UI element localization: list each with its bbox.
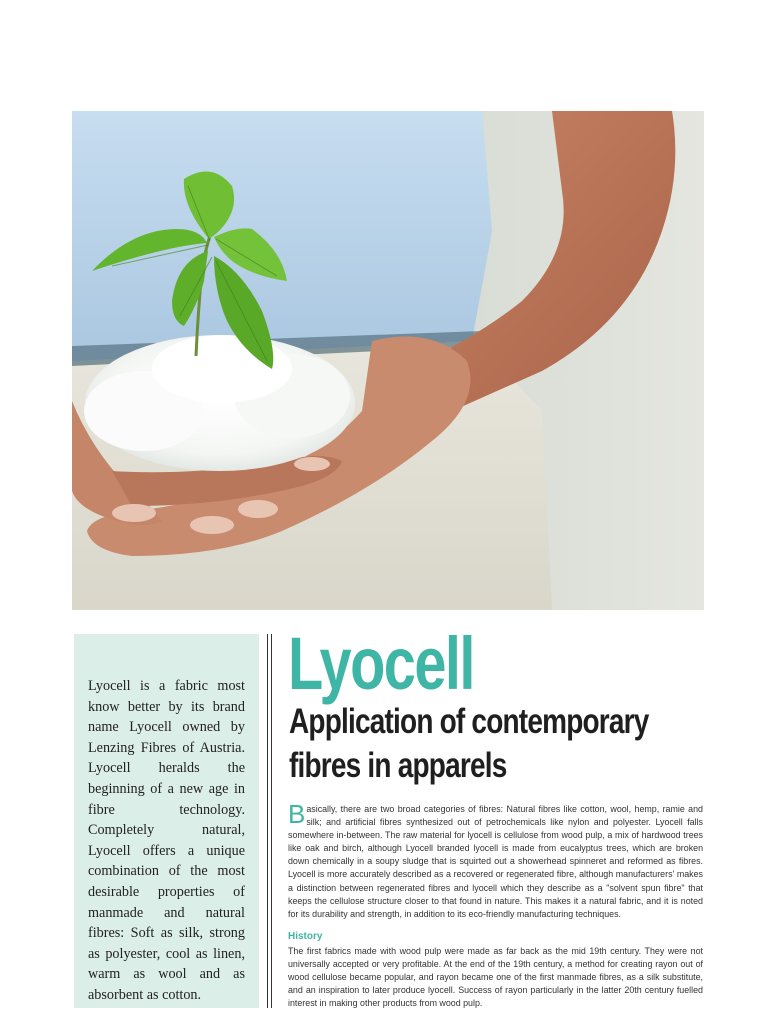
column-divider-right — [271, 634, 272, 1008]
hands-holding-seedling-image — [72, 111, 704, 610]
intro-paragraph — [288, 799, 703, 921]
history-paragraph: The first fabrics made with wood pulp were made as far back as the mid 19th century. They were not universally accepted or very profitable. At the end of the 19th century, a method for creating rayon out of wood cellulose became popular, and rayon became one of the first manmade fibres, as a silk substitute, and an inspiration to later produce lyocell. Success of rayon particularly in the latter 20th century fuelled interest in making other products from wood pulp. — [288, 946, 703, 1009]
article-title: Lyocell — [288, 622, 474, 705]
drop-cap: B — [288, 799, 306, 829]
hero-photo — [72, 111, 704, 610]
pull-quote-text: Lyocell is a fabric most know better by its brand name Lyocell owned by Lenzing Fibres of Austria. Lyocell heralds the beginning of a new age in fibre technology. Completely natural, Lyocell offers a unique combination of the most desirable properties of manmade and natural fibres: Soft as silk, strong as polyester, cool as linen, warm as wool and as absorbent as cotton. — [88, 678, 245, 1003]
history-heading: History — [288, 931, 323, 942]
pull-quote-sidebar — [74, 634, 259, 1008]
column-divider-left — [267, 634, 268, 1008]
article-subtitle: Application of contemporary fibres in apparels — [289, 702, 649, 785]
intro-text: asically, there are two broad categories of fibres: Natural fibres like cotton, wool, hemp, ramie and silk; and artificial fibres synthesized out of petrochemicals like nylon and polyester. Lyocell falls somewhere in-between. The raw material for lyocell is cellulose from wood pulp, a mix of hardwood trees like oak and birch, although Lyocell branded lyocell is made from eucalyptus trees, which are broken down chemically in a soupy sludge that is squirted out a showerhead spinneret and reformed as fibres. Lyocell is more accurately described as a recovered or regenerated fibre, although manufacturers' makes a distinction between regenerated fibres and lyocell which they describe as a "solvent spun fibre" that keeps the cellulose structure closer to that found in nature. This makes it a natural fabric, and it is noted for its durability and strength, in addition to its eco-friendly manufacturing techniques. — [288, 804, 703, 919]
